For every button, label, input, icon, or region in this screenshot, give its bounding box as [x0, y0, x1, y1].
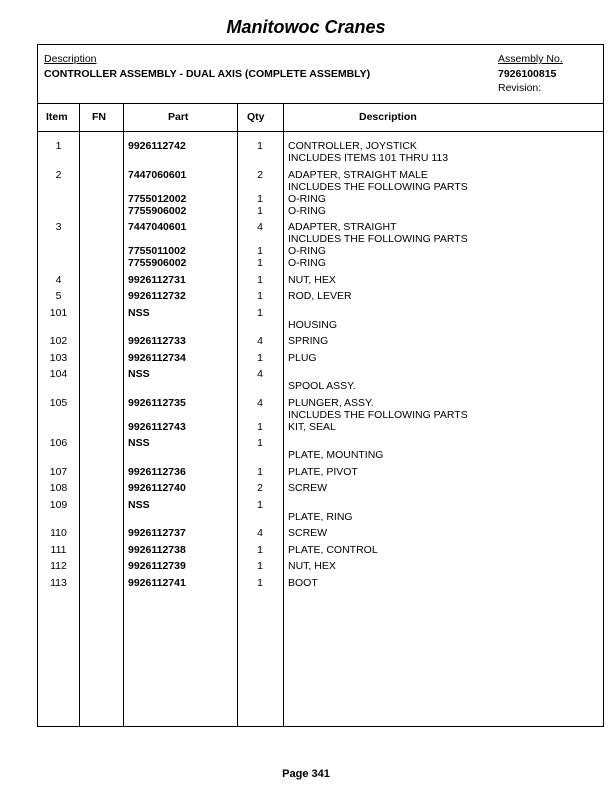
- row-quantity: 4: [257, 221, 263, 233]
- row-item-number: 3: [55, 221, 62, 233]
- page-number: Page 341: [282, 768, 330, 780]
- row-description: NUT, HEX: [288, 560, 336, 572]
- row-item-number: 102: [49, 335, 68, 347]
- assembly-number: 7926100815: [498, 68, 557, 80]
- row-description: PLATE, RING: [288, 511, 353, 523]
- row-part-number: NSS: [128, 307, 150, 319]
- description-value: CONTROLLER ASSEMBLY - DUAL AXIS (COMPLETE ASSEMBLY): [44, 68, 371, 80]
- row-description: CONTROLLER, JOYSTICK: [288, 140, 417, 152]
- row-part-number: NSS: [128, 368, 150, 380]
- column-header-item: Item: [46, 111, 68, 123]
- row-item-number: 2: [55, 169, 62, 181]
- row-description: SPRING: [288, 335, 329, 347]
- column-header-fn: FN: [92, 111, 106, 123]
- row-item-number: 103: [49, 352, 68, 364]
- row-description: ADAPTER, STRAIGHT: [288, 221, 397, 233]
- row-quantity: 4: [257, 397, 263, 409]
- row-description: O-RING: [288, 257, 326, 269]
- row-description: SPOOL ASSY.: [288, 380, 356, 392]
- row-quantity: 1: [257, 274, 263, 286]
- row-description: INCLUDES THE FOLLOWING PARTS: [288, 181, 468, 193]
- row-part-number: 9926112741: [128, 577, 186, 589]
- row-description: NUT, HEX: [288, 274, 336, 286]
- row-item-number: 101: [49, 307, 68, 319]
- row-description: BOOT: [288, 577, 318, 589]
- assembly-label: Assembly No.: [498, 53, 563, 65]
- row-description: O-RING: [288, 205, 326, 217]
- description-label: Description: [44, 53, 97, 65]
- row-quantity: 1: [257, 577, 263, 589]
- row-quantity: 1: [257, 140, 263, 152]
- row-item-number: 5: [55, 290, 62, 302]
- row-quantity: 1: [257, 499, 263, 511]
- row-part-number: 7447060601: [128, 169, 187, 181]
- row-description: KIT, SEAL: [288, 421, 336, 433]
- row-part-number: 7755906002: [128, 257, 187, 269]
- row-part-number: 9926112734: [128, 352, 186, 364]
- row-part-number: 9926112740: [128, 482, 186, 494]
- row-part-number: 7755012002: [128, 193, 187, 205]
- page-title: Manitowoc Cranes: [226, 17, 386, 37]
- row-description: SCREW: [288, 482, 328, 494]
- row-quantity: 1: [257, 437, 263, 449]
- column-divider: [123, 103, 124, 726]
- row-quantity: 1: [257, 560, 263, 572]
- row-description: O-RING: [288, 193, 326, 205]
- parts-table-frame: [37, 44, 604, 727]
- row-part-number: 9926112736: [128, 466, 186, 478]
- row-description: INCLUDES THE FOLLOWING PARTS: [288, 233, 468, 245]
- row-quantity: 2: [257, 169, 263, 181]
- row-description: PLUG: [288, 352, 317, 364]
- row-description: HOUSING: [288, 319, 338, 331]
- row-part-number: 9926112737: [128, 527, 186, 539]
- row-part-number: 9926112735: [128, 397, 186, 409]
- row-description: INCLUDES ITEMS 101 THRU 113: [288, 152, 449, 164]
- row-quantity: 1: [257, 307, 263, 319]
- row-quantity: 1: [257, 544, 263, 556]
- row-quantity: 1: [257, 193, 263, 205]
- row-quantity: 4: [257, 368, 263, 380]
- row-part-number: 9926112739: [128, 560, 186, 572]
- row-item-number: 107: [49, 466, 68, 478]
- column-header-qty: Qty: [247, 111, 265, 123]
- row-item-number: 4: [55, 274, 62, 286]
- column-header-description: Description: [359, 111, 417, 123]
- row-quantity: 1: [257, 290, 263, 302]
- row-part-number: 7755011002: [128, 245, 186, 257]
- row-quantity: 4: [257, 335, 263, 347]
- row-part-number: NSS: [128, 437, 150, 449]
- row-part-number: 9926112731: [128, 274, 186, 286]
- row-quantity: 1: [257, 257, 263, 269]
- row-description: PLATE, MOUNTING: [288, 449, 384, 461]
- row-part-number: NSS: [128, 499, 150, 511]
- revision-label: Revision:: [498, 82, 542, 94]
- row-description: O-RING: [288, 245, 326, 257]
- row-quantity: 1: [257, 466, 263, 478]
- row-description: PLATE, CONTROL: [288, 544, 378, 556]
- column-header-part: Part: [168, 111, 189, 123]
- row-quantity: 2: [257, 482, 263, 494]
- row-quantity: 1: [257, 352, 263, 364]
- row-part-number: 9926112743: [128, 421, 186, 433]
- row-description: ADAPTER, STRAIGHT MALE: [288, 169, 428, 181]
- row-item-number: 108: [49, 482, 68, 494]
- row-item-number: 109: [49, 499, 68, 511]
- row-item-number: 112: [50, 560, 67, 572]
- row-item-number: 110: [50, 527, 67, 539]
- row-part-number: 9926112732: [128, 290, 186, 302]
- row-quantity: 1: [257, 205, 263, 217]
- row-quantity: 4: [257, 527, 263, 539]
- row-item-number: 105: [49, 397, 68, 409]
- column-divider: [283, 103, 284, 726]
- row-part-number: 9926112742: [128, 140, 186, 152]
- column-divider: [79, 103, 80, 726]
- row-item-number: 1: [55, 140, 62, 152]
- row-description: INCLUDES THE FOLLOWING PARTS: [288, 409, 468, 421]
- row-item-number: 104: [49, 368, 68, 380]
- row-part-number: 7447040601: [128, 221, 187, 233]
- row-part-number: 7755906002: [128, 205, 187, 217]
- row-quantity: 1: [257, 245, 263, 257]
- row-description: SCREW: [288, 527, 328, 539]
- row-description: ROD, LEVER: [288, 290, 352, 302]
- row-item-number: 106: [49, 437, 68, 449]
- row-item-number: 111: [50, 544, 67, 556]
- row-description: PLATE, PIVOT: [288, 466, 358, 478]
- row-part-number: 9926112733: [128, 335, 186, 347]
- row-item-number: 113: [50, 577, 67, 589]
- row-description: PLUNGER, ASSY.: [288, 397, 374, 409]
- row-part-number: 9926112738: [128, 544, 186, 556]
- row-quantity: 1: [257, 421, 263, 433]
